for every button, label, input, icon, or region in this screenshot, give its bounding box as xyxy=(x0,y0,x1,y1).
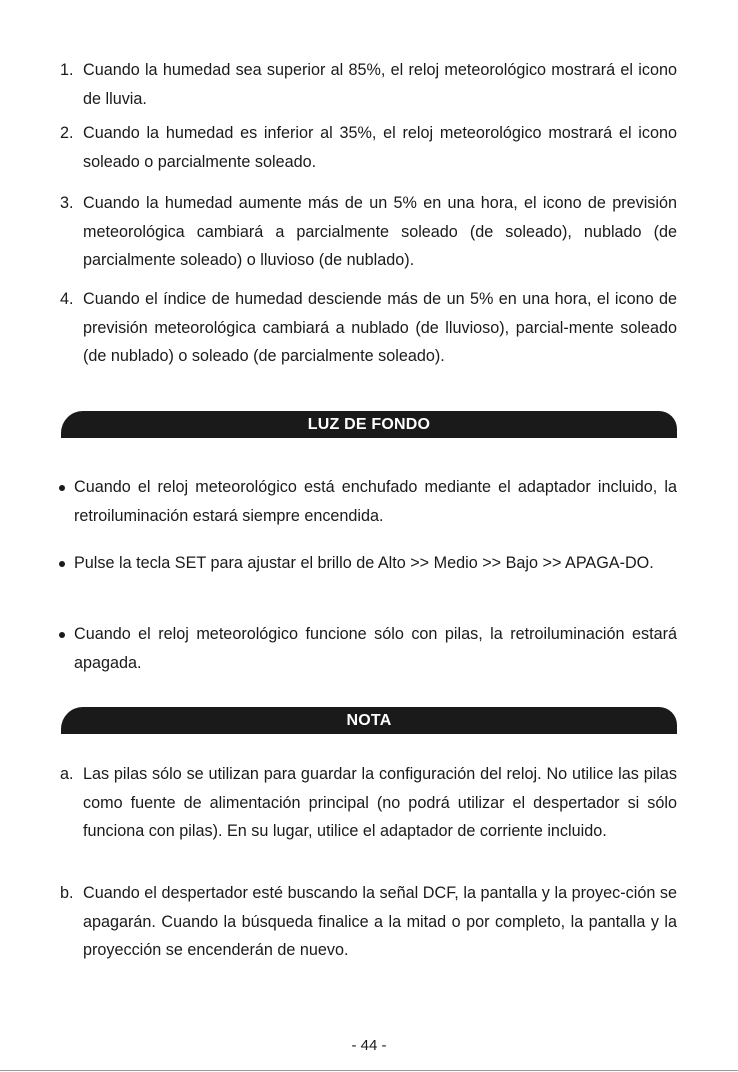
backlight-bullet-2 xyxy=(59,549,677,578)
bullet-text: Cuando el reloj meteorológico está enchufado mediante el adaptador incluido, la retroiluminación estará siempre encendida. xyxy=(74,478,677,525)
item-marker: a. xyxy=(60,765,74,783)
bullet-text: Pulse la tecla SET para ajustar el brillo de Alto >> Medio >> Bajo >> APAGA-DO. xyxy=(74,554,654,572)
item-marker: b. xyxy=(60,884,74,902)
item-marker: 3. xyxy=(60,194,74,212)
item-text: Las pilas sólo se utilizan para guardar la configuración del reloj. No utilice las pilas como fuente de alimentación principal (no podrá utilizar el despertador si sólo funciona con pilas). En su lugar, utilice el adaptador de corriente incluido. xyxy=(83,765,677,840)
item-text: Cuando la humedad es inferior al 35%, el reloj meteorológico mostrará el icono soleado o parcialmente soleado. xyxy=(83,124,677,171)
section-banner-note: NOTA xyxy=(61,707,677,734)
bottom-divider xyxy=(0,1070,738,1071)
item-text: Cuando la humedad sea superior al 85%, el reloj meteorológico mostrará el icono de lluvia. xyxy=(83,61,677,108)
item-text: Cuando el índice de humedad desciende más de un 5% en una hora, el icono de previsión meteorológica cambiará a nublado (de lluvioso), parcial-mente soleado (de nublado) o soleado (de parcialmente soleado). xyxy=(83,290,677,365)
bullet-dot xyxy=(59,561,65,567)
note-item-a xyxy=(60,760,677,846)
item-marker: 1. xyxy=(60,61,74,79)
bullet-dot xyxy=(59,632,65,638)
page-number: - 44 - xyxy=(351,1037,387,1054)
bullet-text: Cuando el reloj meteorológico funcione sólo con pilas, la retroiluminación estará apagada. xyxy=(74,625,677,672)
item-text: Cuando la humedad aumente más de un 5% en una hora, el icono de previsión meteorológica cambiará a parcialmente soleado (de soleado), nublado (de parcialmente soleado) o lluvioso (de nublado). xyxy=(83,194,677,269)
numbered-item-3 xyxy=(60,189,677,275)
numbered-item-2 xyxy=(60,119,677,176)
note-item-b xyxy=(60,879,677,965)
item-marker: 4. xyxy=(60,290,74,308)
item-text: Cuando el despertador esté buscando la señal DCF, la pantalla y la proyec-ción se apagarán. Cuando la búsqueda finalice a la mitad o por completo, la pantalla y la proyección se encenderán de nuevo. xyxy=(83,884,677,959)
numbered-item-4 xyxy=(60,285,677,371)
backlight-bullet-3 xyxy=(59,620,677,677)
backlight-bullet-1 xyxy=(59,473,677,530)
bullet-dot xyxy=(59,485,65,491)
section-banner-backlight: LUZ DE FONDO xyxy=(61,411,677,438)
item-marker: 2. xyxy=(60,124,74,142)
numbered-item-1 xyxy=(60,56,677,113)
